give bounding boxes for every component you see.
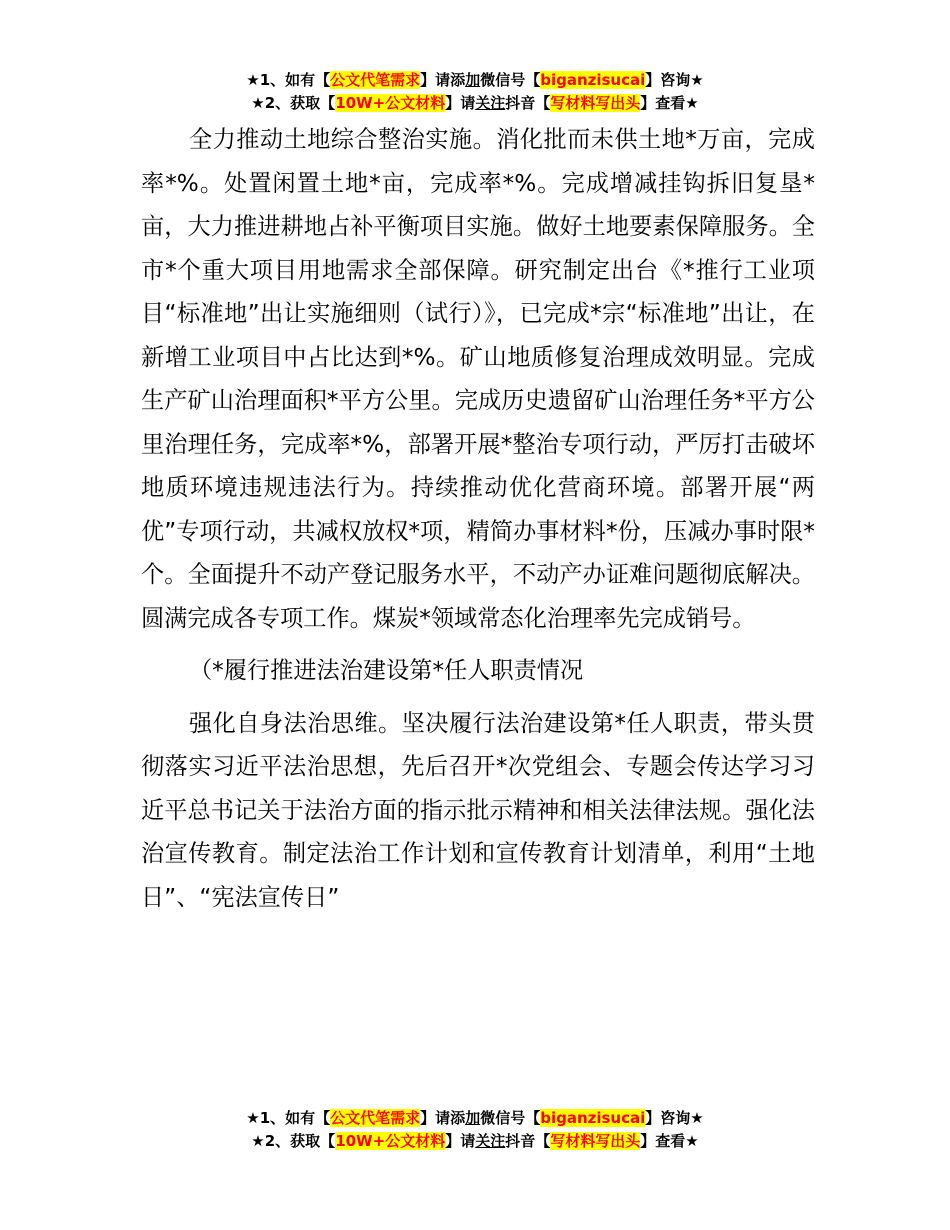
promo-underlined: 关注 <box>475 94 506 112</box>
section-heading: （*履行推进法治建设第*任人职责情况 <box>189 657 584 684</box>
promo-highlight: 10W+公文材料 <box>335 94 446 112</box>
promo-underlined: 关注 <box>475 1132 506 1150</box>
promo-text: 1、如有【 <box>259 71 331 89</box>
promo-highlight: 公文代笔需求 <box>330 1109 421 1127</box>
promo-highlight: biganzisucai <box>540 71 646 89</box>
promo-line-2 <box>0 1130 950 1153</box>
promo-line-2 <box>0 92 950 115</box>
promo-text: 】请添 <box>420 1109 466 1127</box>
promo-text: 抖音【 <box>505 1132 551 1150</box>
promo-highlight: 写材料写出头 <box>550 1132 641 1150</box>
promo-text: 】咨询★ <box>645 71 704 89</box>
promo-text: 】请添 <box>420 71 466 89</box>
promo-text: 2、获取【 <box>264 94 336 112</box>
promo-highlight: 公文代笔需求 <box>330 71 421 89</box>
promo-text: 】请 <box>445 1132 476 1150</box>
promo-underlined: 加 <box>465 71 481 89</box>
promo-text: 微信号【 <box>480 1109 541 1127</box>
promo-text: 】请 <box>445 94 476 112</box>
promo-line-1 <box>0 1107 950 1130</box>
promo-text: 抖音【 <box>505 94 551 112</box>
star-icon: ★ <box>251 1132 265 1150</box>
top-promo-banner <box>0 69 950 115</box>
promo-highlight: 写材料写出头 <box>550 94 641 112</box>
promo-highlight: 10W+公文材料 <box>335 1132 446 1150</box>
bottom-promo-banner <box>0 1107 950 1153</box>
promo-text: 1、如有【 <box>259 1109 331 1127</box>
promo-text: 微信号【 <box>480 71 541 89</box>
promo-underlined: 加 <box>465 1109 481 1127</box>
star-icon: ★ <box>251 94 265 112</box>
document-body <box>141 118 815 919</box>
body-paragraph-2: 强化自身法治思维。坚决履行法治建设第*任人职责，带头贯彻落实习近平法治思想，先后召开*次党组会、专题会传达学习习近平总书记关于法治方面的指示批示精神和相关法律法规。强化法治宣传教育。制定法治工作计划和宣传教育计划清单，利用“土地日”、“宪法宣传日” <box>141 709 815 911</box>
promo-text: 】查看★ <box>640 1132 699 1150</box>
star-icon: ★ <box>246 1109 260 1127</box>
star-icon: ★ <box>246 71 260 89</box>
promo-text: 2、获取【 <box>264 1132 336 1150</box>
promo-text: 】咨询★ <box>645 1109 704 1127</box>
body-paragraph-1: 全力推动土地综合整治实施。消化批而未供土地*万亩，完成率*%。处置闲置土地*亩，完成率*%。完成增减挂钩拆旧复垦*亩，大力推进耕地占补平衡项目实施。做好土地要素保障服务。全市*个重大项目用地需求全部保障。研究制定出台《*推行工业项目“标准地”出让实施细则（试行）》，已完成*宗“标准地”出让，在新增工业项目中占比达到*%。矿山地质修复治理成效明显。完成生产矿山治理面积*平方公里。完成历史遗留矿山治理任务*平方公里治理任务，完成率*%，部署开展*整治专项行动，严厉打击破坏地质环境违规违法行为。持续推动优化营商环境。部署开展“两优”专项行动，共减权放权*项，精简办事材料*份，压减办事时限*个。全面提升不动产登记服务水平，不动产办证难问题彻底解决。圆满完成各专项工作。煤炭*领域常态化治理率先完成销号。 <box>141 126 815 632</box>
promo-highlight: biganzisucai <box>540 1109 646 1127</box>
promo-line-1 <box>0 69 950 92</box>
promo-text: 】查看★ <box>640 94 699 112</box>
